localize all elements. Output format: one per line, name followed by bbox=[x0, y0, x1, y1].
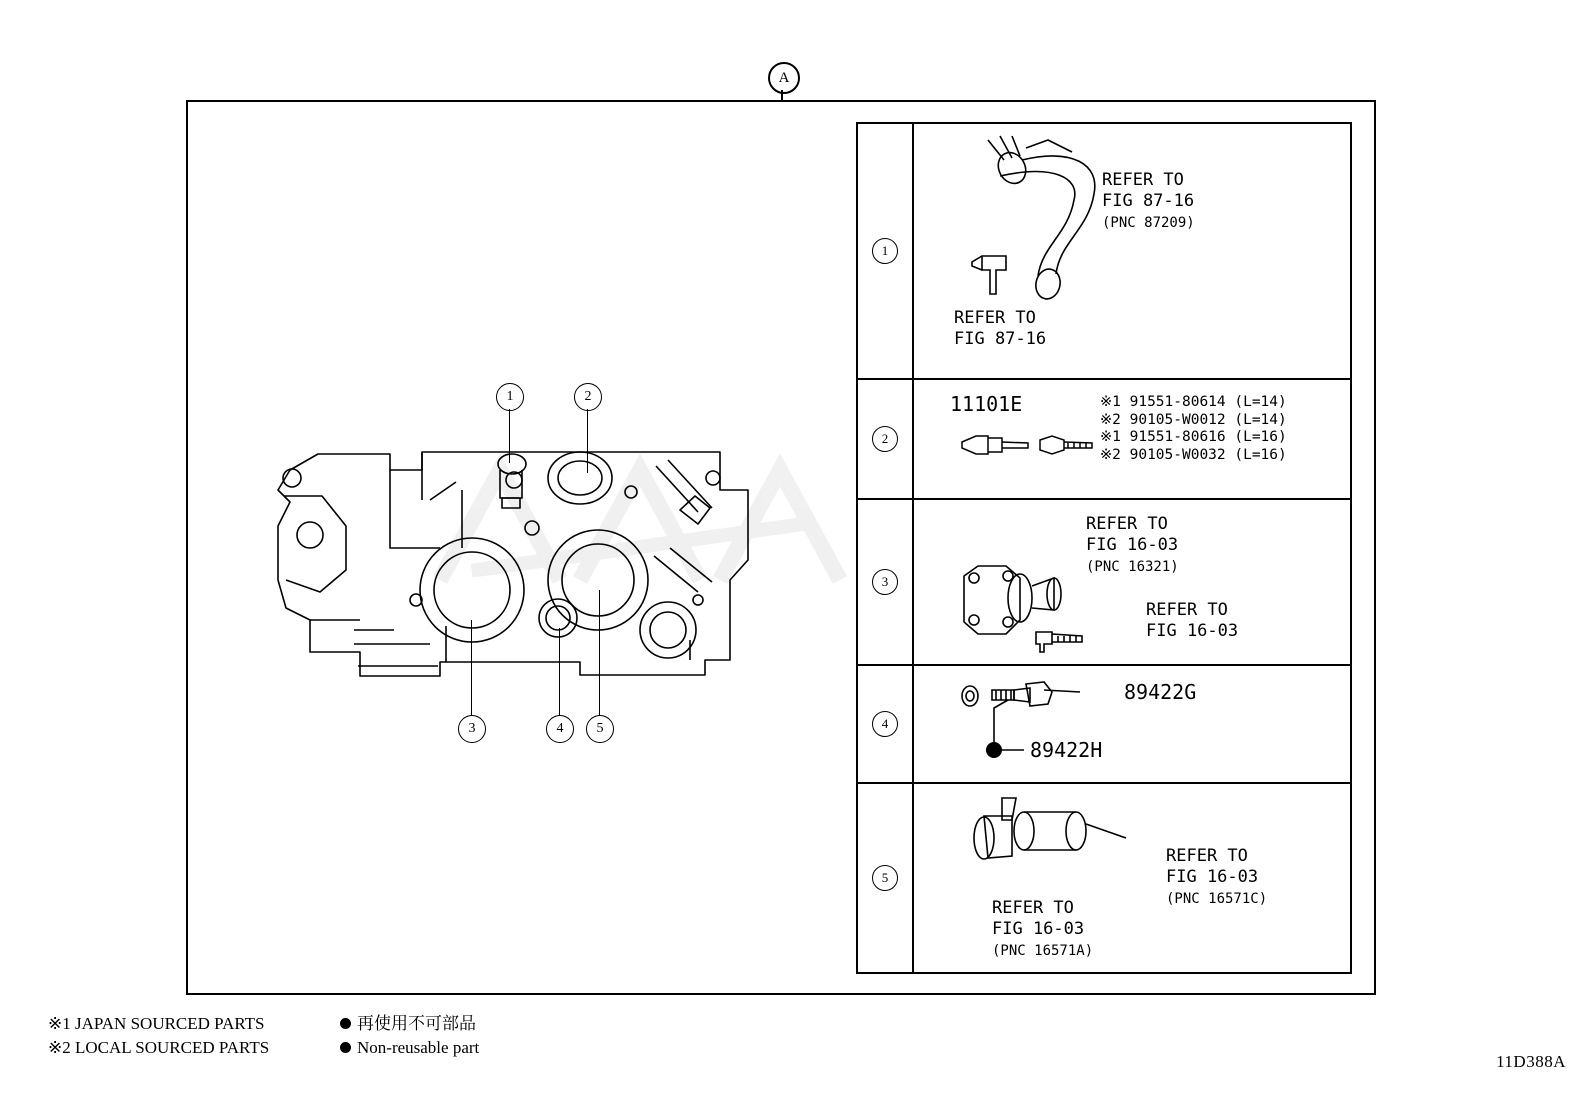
legend-row-2-body bbox=[914, 380, 1350, 498]
footer-source-notes bbox=[48, 1012, 269, 1060]
note-non-reusable-jp: 再使用不可部品 bbox=[340, 1012, 479, 1036]
drawing-callout-5: 5 bbox=[586, 715, 614, 743]
drawing-callout-1: 1 bbox=[496, 383, 524, 411]
legend-1-ref-a: REFER TO FIG 87-16 (PNC 87209) bbox=[1102, 170, 1195, 231]
drawing-callout-4: 4 bbox=[546, 715, 574, 743]
section-callout-a: A bbox=[768, 62, 800, 94]
note-local-sourced: ※2 LOCAL SOURCED PARTS bbox=[48, 1038, 270, 1057]
legend-row-4-number-cell bbox=[858, 666, 914, 782]
part-number-11101E: 11101E bbox=[950, 392, 1023, 416]
filled-dot-icon-2 bbox=[340, 1042, 351, 1053]
filled-dot-icon bbox=[340, 1018, 351, 1029]
leader-line-3 bbox=[471, 620, 472, 715]
cylinder-head-bolt-illustration bbox=[954, 422, 1114, 472]
legend-row-2-number-cell bbox=[858, 380, 914, 498]
legend-row-4 bbox=[858, 666, 1350, 784]
legend-row-1-number-cell bbox=[858, 124, 914, 378]
legend-number-2: 2 bbox=[872, 426, 898, 452]
drawing-callout-3: 3 bbox=[458, 715, 486, 743]
parts-legend-table bbox=[856, 122, 1352, 974]
leader-line-5 bbox=[599, 590, 600, 715]
footer-reuse-notes bbox=[340, 1012, 479, 1060]
legend-row-3-body bbox=[914, 500, 1350, 664]
part-number-89422G: 89422G bbox=[1124, 680, 1197, 704]
legend-row-5 bbox=[858, 784, 1350, 972]
legend-5-ref-a: REFER TO FIG 16-03 (PNC 16571C) bbox=[1166, 846, 1268, 907]
legend-number-3: 3 bbox=[872, 569, 898, 595]
legend-row-3 bbox=[858, 500, 1350, 666]
legend-number-4: 4 bbox=[872, 711, 898, 737]
leader-line-4 bbox=[559, 628, 560, 715]
legend-5-ref-b: REFER TO FIG 16-03 (PNC 16571A) bbox=[992, 898, 1094, 959]
legend-number-5: 5 bbox=[872, 865, 898, 891]
legend-row-1 bbox=[858, 124, 1350, 380]
callout-leader-line bbox=[781, 90, 783, 100]
legend-row-2 bbox=[858, 380, 1350, 500]
engine-block-illustration bbox=[250, 430, 790, 770]
legend-number-1: 1 bbox=[872, 238, 898, 264]
legend-1-ref-b: REFER TO FIG 87-16 bbox=[954, 308, 1047, 349]
legend-3-ref-b: REFER TO FIG 16-03 bbox=[1146, 600, 1239, 641]
legend-row-5-number-cell bbox=[858, 784, 914, 972]
leader-line-2 bbox=[587, 409, 588, 473]
drawing-callout-2: 2 bbox=[574, 383, 602, 411]
figure-code: 11D388A bbox=[1496, 1052, 1566, 1071]
legend-row-3-number-cell bbox=[858, 500, 914, 664]
bolt-spec-list: ※1 91551-80614 (L=14) ※2 90105-W0012 (L=14) ※1 91551-80616 (L=16) ※2 90105-W0032 (L=16) bbox=[1100, 394, 1287, 463]
legend-row-1-body bbox=[914, 124, 1350, 378]
note-japan-sourced: ※1 JAPAN SOURCED PARTS bbox=[48, 1014, 265, 1033]
legend-row-4-body bbox=[914, 666, 1350, 782]
note-non-reusable-en: Non-reusable part bbox=[340, 1036, 479, 1060]
part-number-89422H: 89422H bbox=[1030, 738, 1103, 762]
leader-line-1 bbox=[509, 409, 510, 463]
legend-3-ref-a: REFER TO FIG 16-03 (PNC 16321) bbox=[1086, 514, 1179, 575]
legend-row-5-body bbox=[914, 784, 1350, 972]
